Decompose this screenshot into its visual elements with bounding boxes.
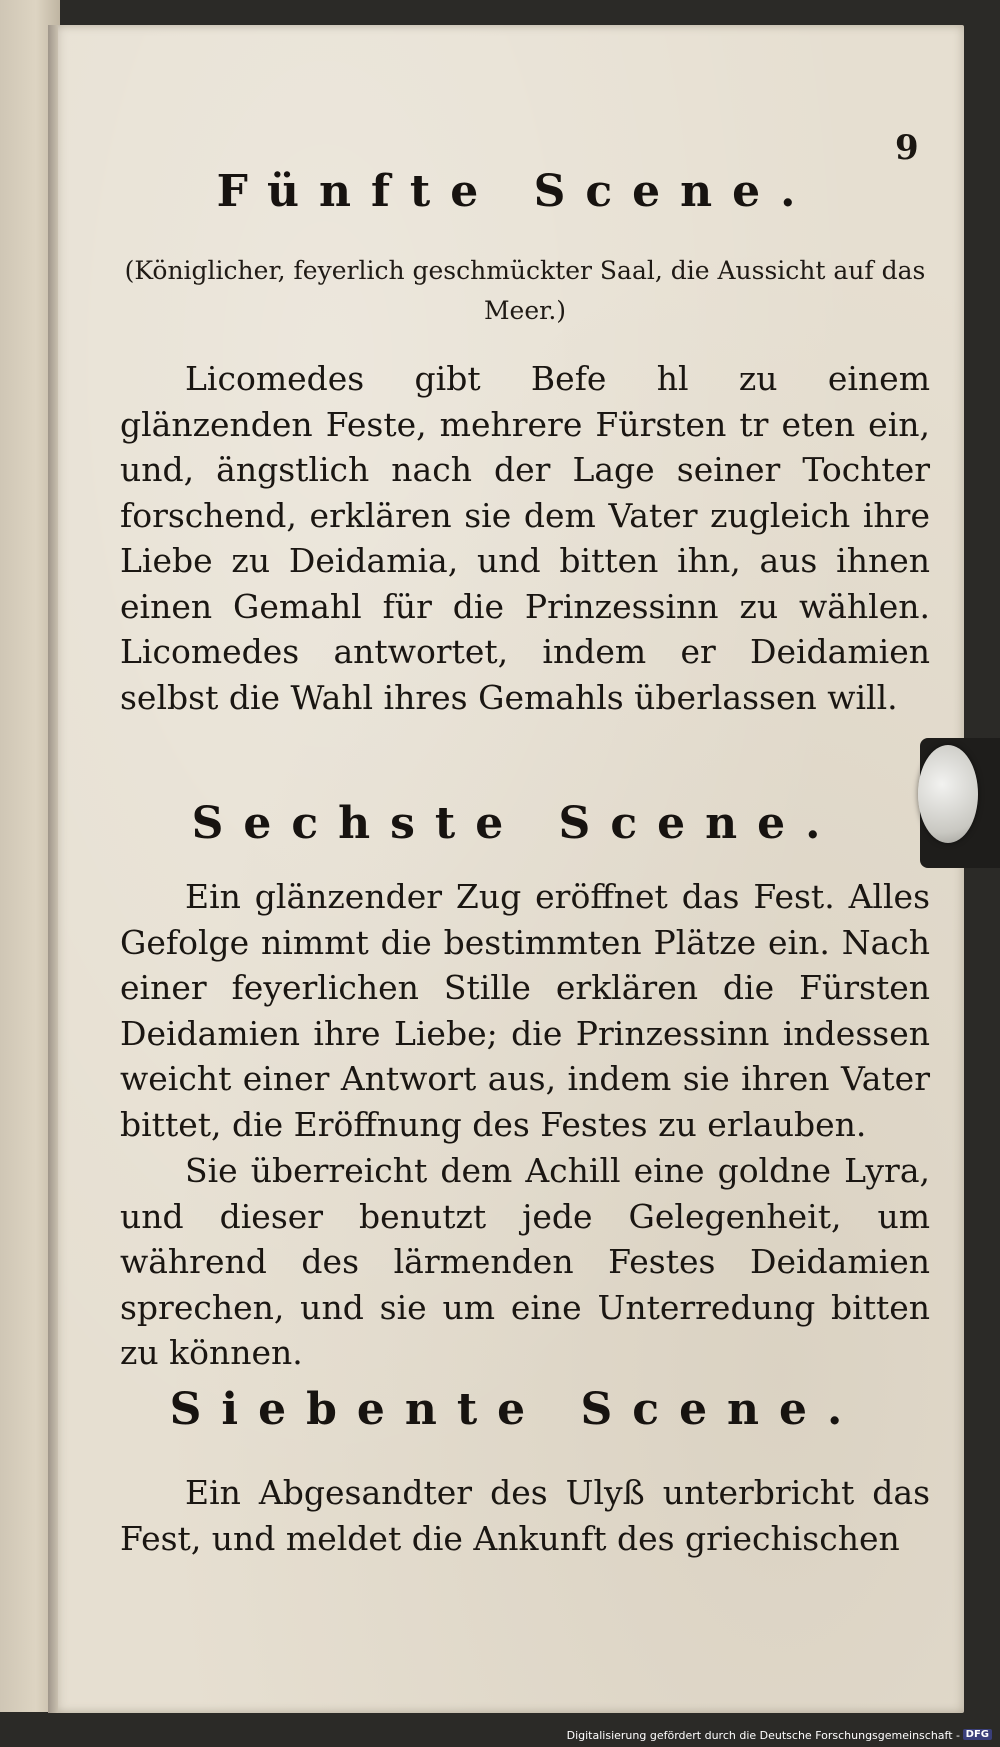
stage-direction: (Königlicher, feyerlich geschmückter Saal, die Aussicht auf das Meer.) xyxy=(124,256,926,325)
scene-5-text: Licomedes gibt Befe hl zu einem glänzenden Feste, mehrere Fürsten tr eten ein, und, ängstlich nach der Lage seiner Tochter forschend, erklären sie dem Vater zugleich ihre Liebe zu Deidamia, und bitten ihn, aus ihnen einen Gemahl für die Prinzessinn zu wählen. Licomedes antwortet, indem er Deidamien selbst die Wahl ihres Gemahls überlassen will. xyxy=(120,359,930,717)
scene-6-paragraph-1: Ein glänzender Zug eröffnet das Fest. Alles Gefolge nimmt die bestimmten Plätze ein. Nach einer feyerlichen Stille erklären die Fürsten Deidamien ihre Liebe; die Prinzessinn indessen weicht einer Antwort aus, indem sie ihren Vater bittet, die Eröffnung des Festes zu erlauben. xyxy=(120,877,930,1144)
footer-credit: Digitalisierung gefördert durch die Deutsche Forschungsgemeinschaft - xyxy=(566,1729,960,1742)
scene-heading-5: Fünfte Scene. xyxy=(216,166,816,217)
page-number: 9 xyxy=(895,128,919,168)
book-gutter xyxy=(48,25,58,1713)
page-clip xyxy=(918,745,978,843)
scene-7-text: Ein Abgesandter des Ulyß unterbricht das Fest, und meldet die Ankunft des griechischen xyxy=(120,1473,930,1558)
scene-6-paragraph-2: Sie überreicht dem Achill eine goldne Lyra, und dieser benutzt jede Gelegenheit, um während des lärmenden Festes Deidamien sprechen, und sie um eine Unterredung bitten zu können. xyxy=(120,1151,930,1372)
scene-heading-6: Sechste Scene. xyxy=(191,798,841,849)
scene-heading-7: Siebente Scene. xyxy=(169,1384,863,1435)
dfg-logo: DFG xyxy=(963,1729,992,1740)
